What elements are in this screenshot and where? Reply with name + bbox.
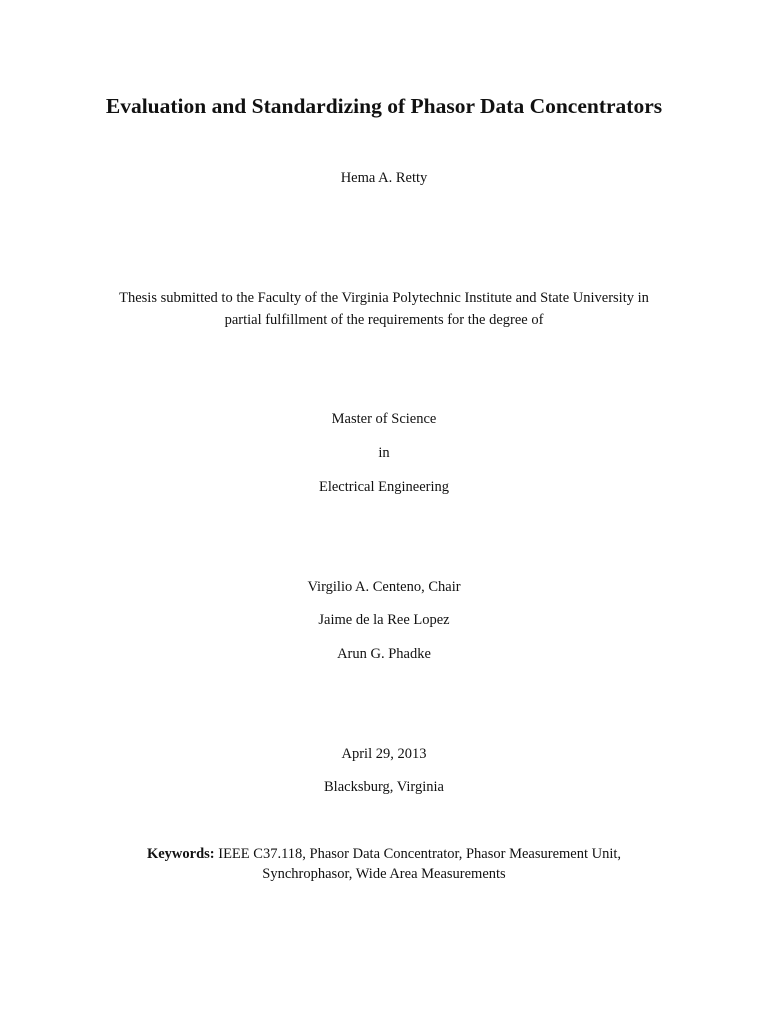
committee-member: Arun G. Phadke [337,646,431,662]
location: Blacksburg, Virginia [324,779,444,795]
degree-connector: in [378,445,390,461]
keywords-line-2: Synchrophasor, Wide Area Measurements [262,866,506,882]
keywords-label: Keywords: [146,846,215,862]
keywords-text-1: IEEE C37.118, Phasor Data Concentrator, Phasor Measurement Unit, [218,846,622,862]
committee-member: Jaime de la Ree Lopez [318,612,450,628]
author-name: Hema A. Retty [340,170,428,186]
submission-date: April 29, 2013 [341,746,427,762]
degree-name: Master of Science [331,411,437,427]
thesis-title: Evaluation and Standardizing of Phasor Data Concentrators [105,94,663,118]
keywords-line-1 [0,845,768,863]
submission-statement-line-1: Thesis submitted to the Faculty of the Virginia Polytechnic Institute and State University in [119,290,649,306]
degree-field: Electrical Engineering [318,479,450,495]
submission-statement-line-2: partial fulfillment of the requirements for the degree of [224,312,544,328]
committee-member: Virgilio A. Centeno, Chair [307,579,461,595]
